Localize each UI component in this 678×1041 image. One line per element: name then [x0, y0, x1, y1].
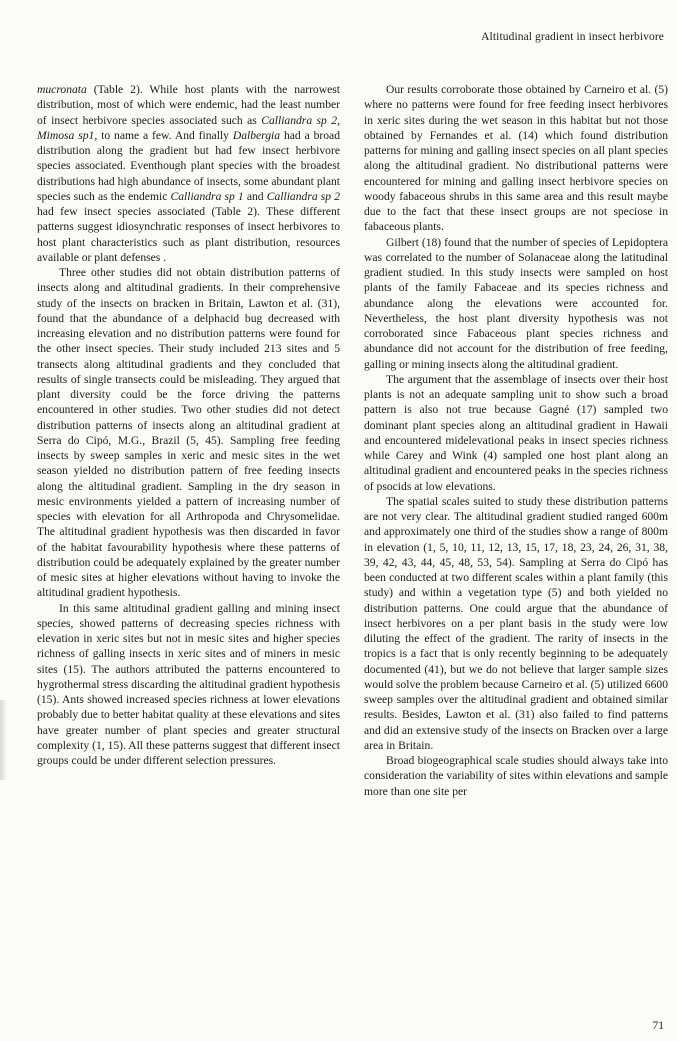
paragraph: Broad biogeographical scale studies should always take into consideration the variability of sites within elevations and sample more than one site per — [364, 754, 668, 798]
page-number: 71 — [652, 1020, 664, 1032]
paragraph: The spatial scales suited to study these distribution patterns are not very clear. The altitudinal gradient studied ranged 600m and approximately one third of the studies show a range of 800m in elevation (1, 5, 10, 11, 12, 13, 15, 17, 18, 23, 24, 26, 31, 38, 39, 42, 43, 44, 45, 48, 53, 54). Sampling at Serra do Cipó has been conducted at two different scales within a plant family (this study) and within a vegetation type (5) and both yielded no distribution patterns. One could argue that the abundance of insect herbivores on a per plant basis in the study were low diluting the effect of the gradient. The rarity of insects in the tropics is a fact that is only recently beginning to be adequately documented (41), but we do not believe that larger sample sizes would solve the problem because Carneiro et al. (5) utilized 6600 sweep samples over the altitudinal gradient and obtained similar results. Besides, Lawton et al. (31) also failed to find patterns and did an extensive study of the insects on Bracken over a large area in Britain. — [364, 494, 668, 752]
left-column — [37, 82, 340, 768]
paragraph: In this same altitudinal gradient galling and mining insect species, showed patterns of decreasing species richness with elevation in xeric sites but not in mesic sites and higher species richness of galling insects in xeric sites and of miners in mesic sites (15). The authors attributed the patterns encountered to hygrothermal stress discarding the altitudinal gradient hypothesis (15). Ants showed increased species richness at lower elevations probably due to better habitat quality at these elevations and sites have greater number of plant species and greater structural complexity (1, 15). All these patterns suggest that different insect groups could be under different selection pressures. — [37, 601, 340, 767]
right-column — [364, 82, 668, 799]
scan-edge-shadow — [0, 700, 7, 780]
italic-taxon: Calliandra sp 2, Mimosa sp1, — [37, 113, 340, 142]
paragraph: Gilbert (18) found that the number of species of Lepidoptera was correlated to the number of Solanaceae along the latitudinal gradient studied. In this study insects were sampled on host plants of the family Fabaceae and its species richness and abundance along the elevations were accounted for. Nevertheless, the host plant diversity hypothesis was not corroborated since Fabaceous plant species richness and abundance did not account for the distribution of free feeding, galling or mining insects along the altitudinal gradient. — [364, 235, 668, 371]
paragraph: The argument that the assemblage of insects over their host plants is not an adequate sampling unit to show such a broad pattern is also not true because Gagné (17) sampled two dominant plant species along an altitudinal gradient in Hawaii and encountered midelevational peaks in insect species richness while Carey and Wink (4) sampled one host plant along an altitudinal gradient and encountered peaks in the species richness of psocids at low elevations. — [364, 372, 668, 493]
italic-taxon: Calliandra sp 2 — [266, 189, 340, 203]
paragraph: Our results corroborate those obtained by Carneiro et al. (5) where no patterns were found for free feeding insect herbivores in xeric sites during the wet season in this habitat but not those obtained by Fernandes et al. (14) which found distribution patterns for mining and galling insect species on all plant species along the altitudinal gradient. No distributional patterns were encountered for mining and galling insect herbivore species on woody fabaceous shrubs in this same area and this result maybe due to the fact that these insect groups are not speciose in fabaceous plants. — [364, 83, 668, 234]
italic-taxon: Calliandra sp 1 — [170, 189, 244, 203]
running-head: Altitudinal gradient in insect herbivore — [481, 31, 664, 43]
italic-taxon: mucronata — [37, 83, 87, 96]
paragraph: Three other studies did not obtain distribution patterns of insects along and altitudinal gradients. In their comprehensive study of the insects on bracken in Britain, Lawton et al. (31), found that the abundance of a delphacid bug decreased with increasing elevation and no distribution patterns were found for the other insect species. Their study included 213 sites and 5 transects along altitudinal gradients and they concluded that results of single transects could be misleading. They argued that plant diversity could be the force driving the patterns encountered in other studies. Two other studies did not detect distribution patterns of insects along an altitudinal gradient at Serra do Cipó, M.G., Brazil (5, 45). Sampling free feeding insects by sweep samples in xeric and mesic sites in the wet season yielded no distribution pattern of free feeding insects along the altitudinal gradient. Sampling in the dry season in mesic environments yielded a pattern of increasing number of species with elevation for all Arthropoda and Chrysomelidae. The altitudinal gradient hypothesis was then discarded in favor of the habitat favourability hypothesis where these patterns of distribution could be adequately explained by the greater number of mesic sites at higher elevations without having to invoke the altitudinal gradient hypothesis. — [37, 266, 340, 600]
italic-taxon: Dalbergia — [232, 128, 281, 142]
paragraph: mucronata (Table 2). While host plants with the narrowest distribution, most of which were endemic, had the least number of insect herbivore species associated such as Calliandra sp 2, Mimosa sp1, to name a few. And finally Dalbergia had a broad distribution along the gradient but had few insect herbivore species associated. Eventhough plant species with the broadest distributions had high abundance of insects, some abundant plant species such as the endemic Calliandra sp 1 and Calliandra sp 2 had few insect species associated (Table 2). These different patterns suggest idiosynchratic responses of insect herbivores to host plant characteristics such as plant distribution, resources available or plant defenses . — [37, 83, 340, 264]
